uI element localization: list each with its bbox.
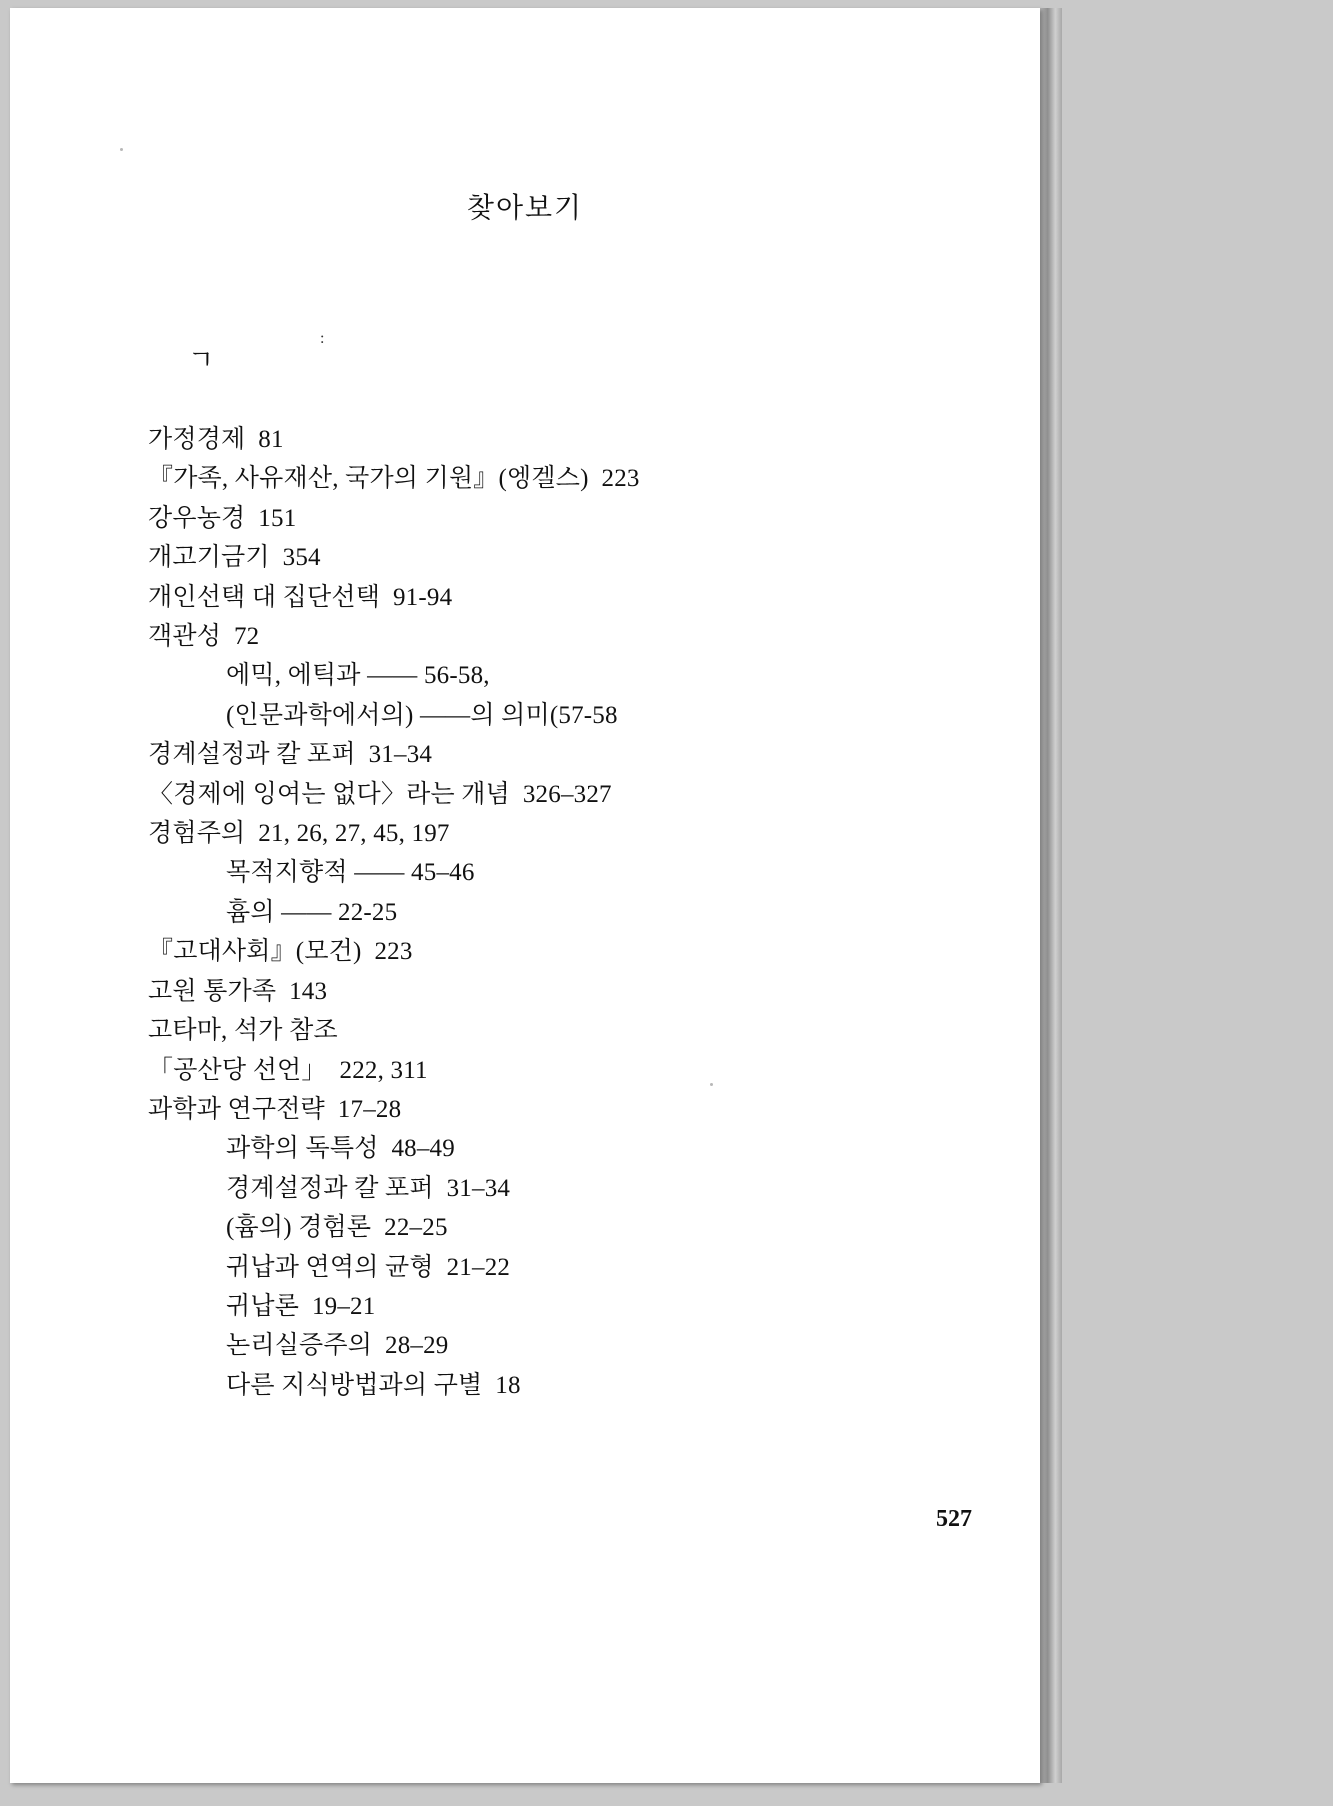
index-entry: 개인선택 대 집단선택 91-94 [148,583,453,611]
index-entry: 〈경제에 잉여는 없다〉라는 개념 326–327 [148,780,612,808]
index-subentry: 목적지향적 —— 45–46 [226,859,475,887]
index-subentry: 귀납과 연역의 균형 21–22 [226,1253,511,1281]
index-subentry: 흄의 —— 22-25 [226,898,398,926]
index-entry: 『고대사회』(모건) 223 [148,938,413,966]
index-entry: 가정경제 81 [148,426,284,453]
index-subentry: (인문과학에서의) ——의 의미(57-58 [226,701,618,729]
scan-speckle [710,1083,713,1086]
page-title: 찾아보기 [466,193,584,224]
page-number: 527 [936,1506,972,1532]
index-entry: 고원 통가족 143 [148,977,328,1005]
index-subentry: 에믹, 에틱과 —— 56-58, [226,662,490,690]
index-entry: 객관성 72 [148,623,260,651]
index-entry: 경험주의 21, 26, 27, 45, 197 [148,820,450,848]
index-entry: 개고기금기 354 [148,544,321,572]
scan-speckle [120,148,123,151]
index-entry: 고타마, 석가 참조 [148,1017,338,1045]
index-entry: 『가족, 사유재산, 국가의 기원』(엥겔스) 223 [148,465,640,493]
index-entry: 경계설정과 칼 포퍼 31–34 [148,741,433,769]
section-mark: : [320,330,325,347]
document-page [10,8,1040,1783]
index-subentry: 과학의 독특성 48–49 [226,1135,455,1163]
index-subentry: 다른 지식방법과의 구별 18 [226,1371,521,1399]
index-entry: 과학과 연구전략 17–28 [148,1095,402,1123]
index-subentry: 논리실증주의 28–29 [226,1332,449,1360]
index-entry-list [148,420,988,1405]
index-entry: 강우농경 151 [148,504,297,532]
page-content [10,8,1040,1783]
index-subentry: 경계설정과 칼 포퍼 31–34 [226,1174,511,1202]
index-subentry: 귀납론 19–21 [226,1292,376,1320]
index-section-letter: ㄱ [188,345,216,375]
book-page-edge [1040,8,1062,1783]
index-entry: 「공산당 선언」 222, 311 [148,1056,428,1084]
index-subentry: (흄의) 경험론 22–25 [226,1214,448,1242]
